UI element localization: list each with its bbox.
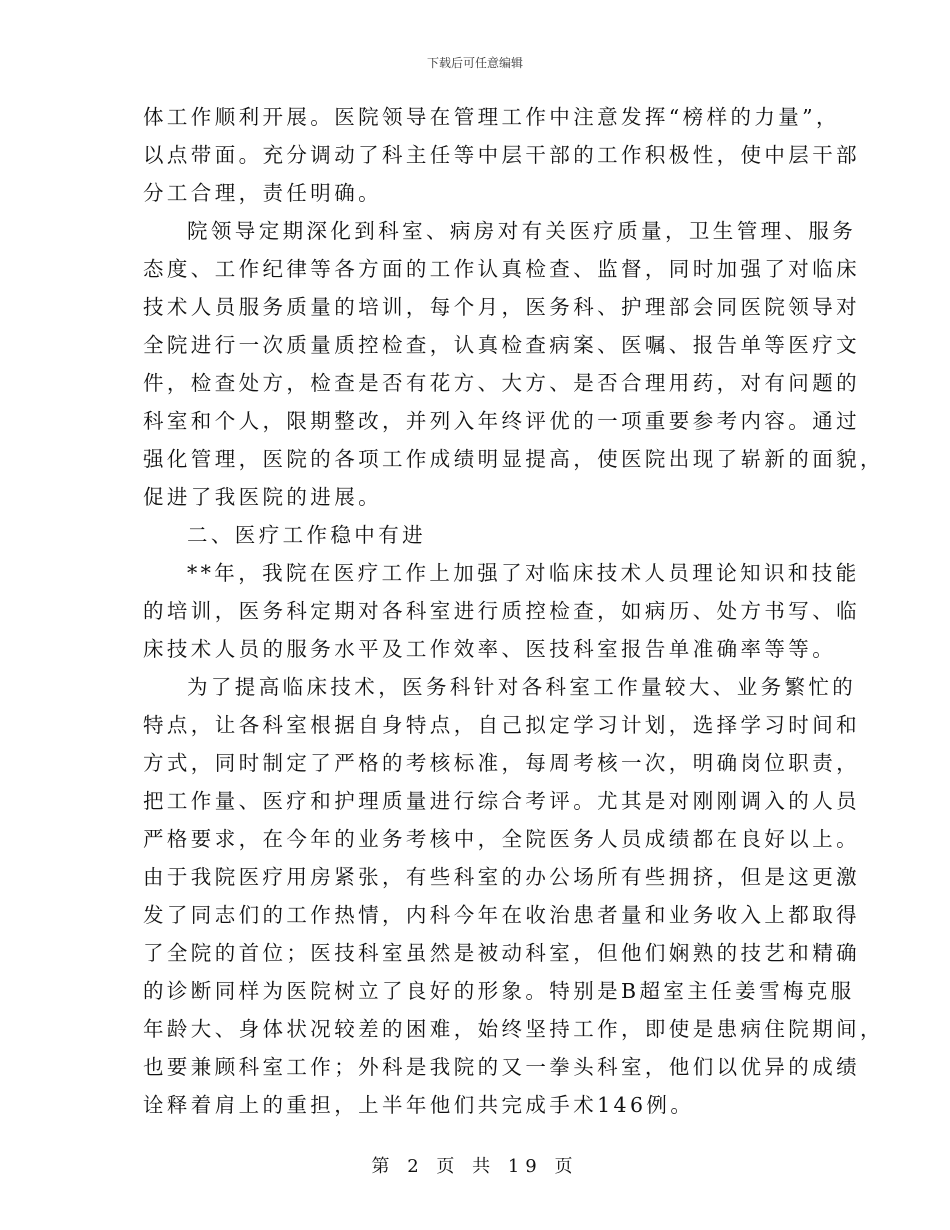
text-line: 强化管理，医院的各项工作成绩明显提高，使医院出现了崭新的面貌， (143, 447, 884, 471)
text-line: 科室和个人，限期整改，并列入年终评优的一项重要参考内容。通过 (143, 409, 860, 433)
text-line: 体工作顺利开展。医院领导在管理工作中注意发挥“榜样的力量”， (143, 105, 840, 129)
text-line: 件，检查处方，检查是否有花方、大方、是否合理用药，对有问题的 (143, 371, 860, 395)
text-line: 的培训，医务科定期对各科室进行质控检查，如病历、处方书写、临 (143, 599, 860, 623)
text-line: 诠释着肩上的重担，上半年他们共完成手术146例。 (143, 1093, 695, 1117)
text-line: 技术人员服务质量的培训，每个月，医务科、护理部会同医院领导对 (143, 295, 860, 319)
body-text (143, 98, 884, 1124)
text-line: 方式，同时制定了严格的考核标准，每周考核一次，明确岗位职责， (143, 751, 860, 775)
text-line: 态度、工作纪律等各方面的工作认真检查、监督，同时加强了对临床 (143, 257, 860, 281)
page-header: 下载后可任意编辑 (426, 56, 523, 70)
text-line: 分工合理，责任明确。 (143, 181, 382, 205)
text-line: **年，我院在医疗工作上加强了对临床技术人员理论知识和技能 (187, 561, 860, 585)
text-line: 为了提高临床技术，医务科针对各科室工作量较大、业务繁忙的 (187, 675, 857, 699)
text-line: 促进了我医院的进展。 (143, 485, 382, 509)
text-line: 年龄大、身体状况较差的困难，始终坚持工作，即使是患病住院期间， (143, 1017, 884, 1041)
text-line: 院领导定期深化到科室、病房对有关医疗质量，卫生管理、服务 (187, 219, 857, 243)
section-heading: 二、医疗工作稳中有进 (187, 523, 426, 547)
page-number-footer: 第 2 页 共 19 页 (371, 1156, 579, 1177)
text-line: 也要兼顾科室工作；外科是我院的又一拳头科室，他们以优异的成绩 (143, 1055, 860, 1079)
text-line: 了全院的首位；医技科室虽然是被动科室，但他们娴熟的技艺和精确 (143, 941, 860, 965)
text-line: 严格要求，在今年的业务考核中，全院医务人员成绩都在良好以上。 (143, 827, 860, 851)
text-line: 以点带面。充分调动了科主任等中层干部的工作积极性，使中层干部 (143, 143, 860, 167)
text-line: 由于我院医疗用房紧张，有些科室的办公场所有些拥挤，但是这更激 (143, 865, 860, 889)
text-line: 发了同志们的工作热情，内科今年在收治患者量和业务收入上都取得 (143, 903, 860, 927)
text-line: 全院进行一次质量质控检查，认真检查病案、医嘱、报告单等医疗文 (143, 333, 860, 357)
text-line: 特点，让各科室根据自身特点，自己拟定学习计划，选择学习时间和 (143, 713, 860, 737)
text-line: 床技术人员的服务水平及工作效率、医技科室报告单准确率等等。 (143, 637, 837, 661)
text-line: 把工作量、医疗和护理质量进行综合考评。尤其是对刚刚调入的人员 (143, 789, 860, 813)
text-line: 的诊断同样为医院树立了良好的形象。特别是B超室主任姜雪梅克服 (143, 979, 855, 1003)
